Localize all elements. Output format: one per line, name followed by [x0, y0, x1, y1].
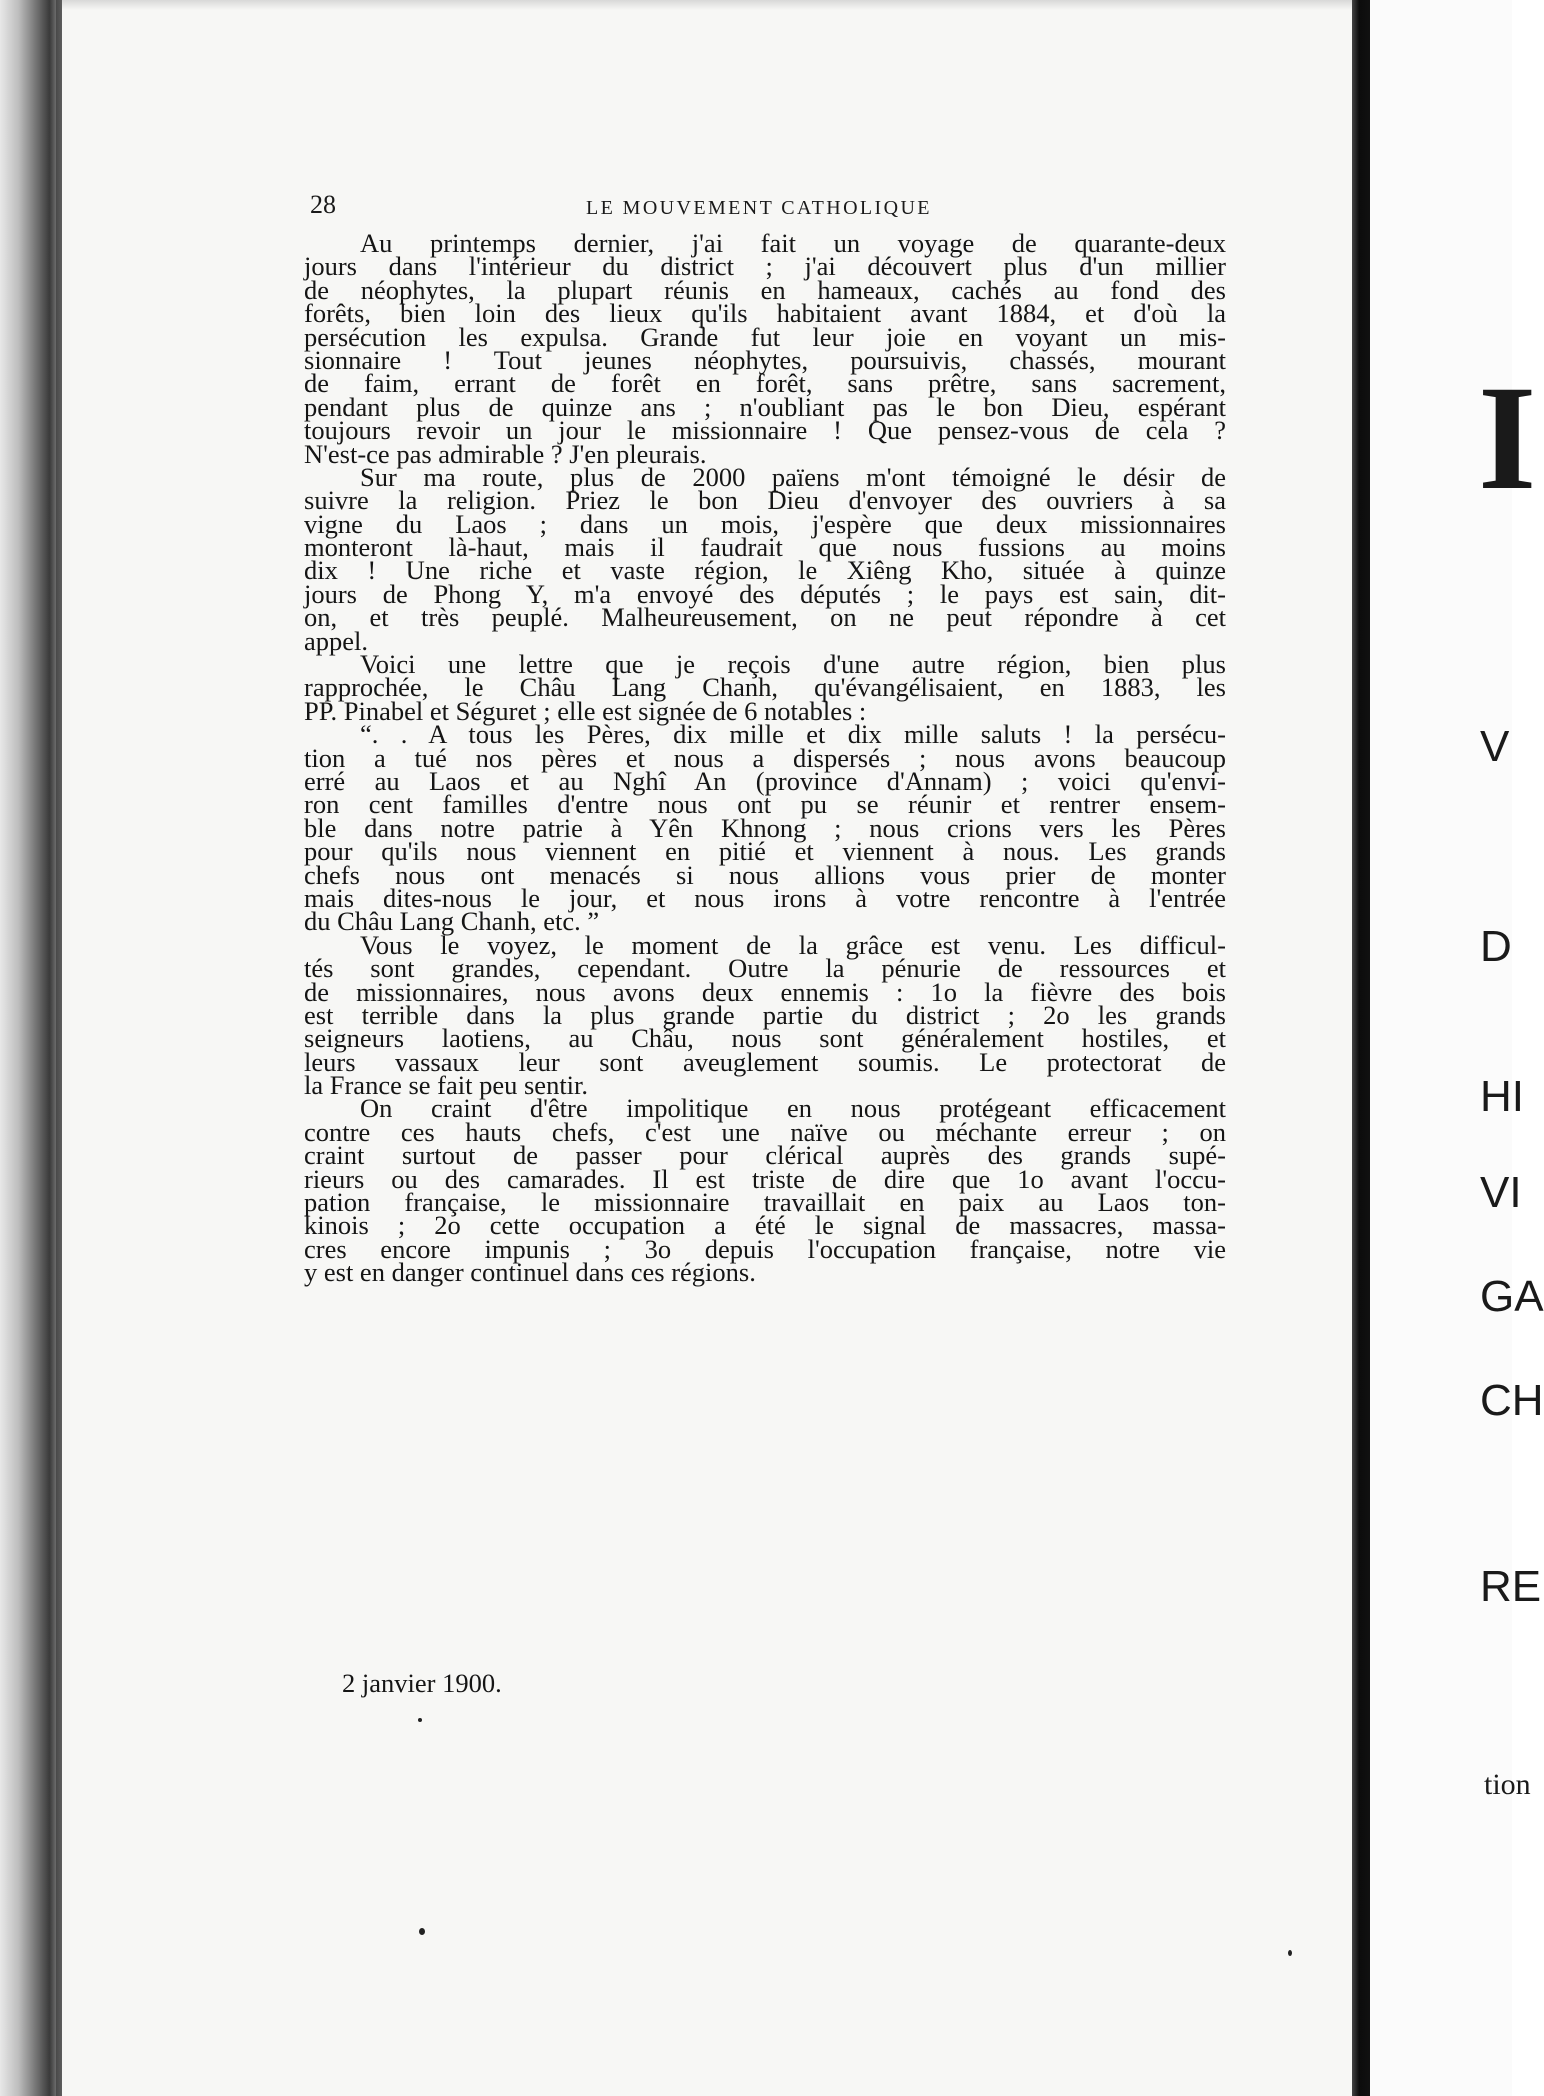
text-line: suivre la religion. Priez le bon Dieu d'envoyer des ouvriers à sa: [304, 485, 1226, 516]
text-line: erré au Laos et au Nghî An (province d'Annam) ; voici qu'envi-: [304, 765, 1226, 796]
text-line: Voici une lettre que je reçois d'une autre région, bien plus: [360, 649, 1226, 680]
text-line: du Châu Lang Chanh, etc. ”: [304, 906, 600, 937]
text-line: chefs nous ont menacés si nous allions vous prier de monter: [304, 859, 1226, 890]
text-line: contre ces hauts chefs, c'est une naïve ou méchante erreur ; on: [304, 1116, 1226, 1147]
text-line: mais dites-nous le jour, et nous irons à votre rencontre à l'entrée: [304, 882, 1226, 913]
facing-page-letter: I: [1478, 355, 1537, 521]
text-line: ble dans notre patrie à Yên Khnong ; nous crions vers les Pères: [304, 812, 1226, 843]
page-body: [304, 228, 1226, 1288]
text-line: la France se fait peu sentir.: [304, 1070, 589, 1101]
text-line: Vous le voyez, le moment de la grâce est venu. Les difficul-: [360, 929, 1226, 960]
text-line: kinois ; 2o cette occupation a été le signal de massacres, massa-: [304, 1210, 1226, 1241]
binding-shadow: [0, 0, 62, 2096]
page-number: 28: [310, 190, 336, 219]
ink-speck: [1288, 1950, 1292, 1956]
text-line: seigneurs laotiens, au Châu, nous sont généralement hostiles, et: [304, 1023, 1226, 1054]
facing-page-fragment: CH: [1480, 1376, 1544, 1425]
text-line: persécution les expulsa. Grande fut leur joie en voyant un mis-: [304, 321, 1226, 352]
facing-page-fragment: GA: [1480, 1272, 1544, 1321]
text-line: dix ! Une riche et vaste région, le Xiêng Kho, située à quinze: [304, 555, 1226, 586]
text-line: pour qu'ils nous viennent en pitié et viennent à nous. Les grands: [304, 836, 1226, 867]
text-line: tion a tué nos pères et nous a dispersés ; nous avons beaucoup: [304, 742, 1226, 773]
text-line: forêts, bien loin des lieux qu'ils habitaient avant 1884, et d'où la: [304, 298, 1226, 329]
text-line: ron cent familles d'entre nous ont pu se réunir et rentrer ensem-: [304, 789, 1226, 820]
facing-page-fragment: V: [1480, 722, 1510, 771]
facing-page: [1370, 0, 1544, 2096]
text-line: de missionnaires, nous avons deux ennemis : 1o la fièvre des bois: [304, 976, 1226, 1007]
running-title: LE MOUVEMENT CATHOLIQUE: [586, 197, 932, 219]
text-line: toujours revoir un jour le missionnaire ! Que pensez-vous de cela ?: [304, 415, 1226, 446]
ink-speck: [418, 1718, 422, 1722]
facing-page-fragment: D: [1480, 922, 1512, 971]
page-gutter: [1352, 0, 1370, 2096]
letter-date: 2 janvier 1900.: [342, 1668, 502, 1698]
text-line: jours dans l'intérieur du district ; j'ai découvert plus d'un millier: [304, 251, 1226, 282]
text-line: monteront là-haut, mais il faudrait que nous fussions au moins: [304, 532, 1226, 563]
text-line: Sur ma route, plus de 2000 païens m'ont témoigné le désir de: [360, 461, 1226, 492]
text-line: Au printemps dernier, j'ai fait un voyage de quarante-deux: [360, 228, 1226, 258]
text-line: de faim, errant de forêt en forêt, sans prêtre, sans sacrement,: [304, 368, 1226, 399]
text-line: on, et très peuplé. Malheureusement, on ne peut répondre à cet: [304, 602, 1226, 633]
text-line: tés sont grandes, cependant. Outre la pénurie de ressources et: [304, 953, 1226, 984]
text-line: N'est-ce pas admirable ? J'en pleurais.: [304, 438, 707, 469]
page-top-shadow: [62, 0, 1352, 10]
text-line: pendant plus de quinze ans ; n'oubliant pas le bon Dieu, espérant: [304, 391, 1226, 422]
facing-page-fragment: VI: [1480, 1168, 1522, 1217]
text-line: vigne du Laos ; dans un mois, j'espère que deux missionnaires: [304, 508, 1226, 539]
text-line: y est en danger continuel dans ces régions.: [304, 1257, 756, 1288]
text-line: leurs vassaux leur sont aveuglement soumis. Le protectorat de: [304, 1046, 1226, 1077]
text-line: “. . A tous les Pères, dix mille et dix mille saluts ! la persécu-: [360, 719, 1226, 750]
text-line: rapprochée, le Châu Lang Chanh, qu'évangélisaient, en 1883, les: [304, 672, 1226, 703]
text-line: sionnaire ! Tout jeunes néophytes, poursuivis, chassés, mourant: [304, 344, 1226, 375]
text-line: rieurs ou des camarades. Il est triste de dire que 1o avant l'occu-: [304, 1163, 1226, 1194]
text-line: On craint d'être impolitique en nous protégeant efficacement: [360, 1093, 1226, 1124]
facing-page-fragment: HI: [1480, 1072, 1524, 1121]
text-line: est terrible dans la plus grande partie du district ; 2o les grands: [304, 999, 1226, 1030]
text-line: pation française, le missionnaire travaillait en paix au Laos ton-: [304, 1187, 1226, 1218]
ink-speck: [419, 1928, 425, 1935]
text-line: craint surtout de passer pour clérical auprès des grands supé-: [304, 1140, 1226, 1171]
text-line: PP. Pinabel et Séguret ; elle est signée de 6 notables :: [304, 695, 867, 726]
text-line: de néophytes, la plupart réunis en hameaux, cachés au fond des: [304, 274, 1226, 305]
text-line: cres encore impunis ; 3o depuis l'occupation française, notre vie: [304, 1233, 1226, 1264]
facing-page-fragment: tion: [1484, 1768, 1531, 1801]
facing-page-fragment: RE: [1480, 1562, 1542, 1611]
text-line: jours de Phong Y, m'a envoyé des députés ; le pays est sain, dit-: [304, 578, 1226, 609]
text-line: appel.: [304, 625, 369, 656]
